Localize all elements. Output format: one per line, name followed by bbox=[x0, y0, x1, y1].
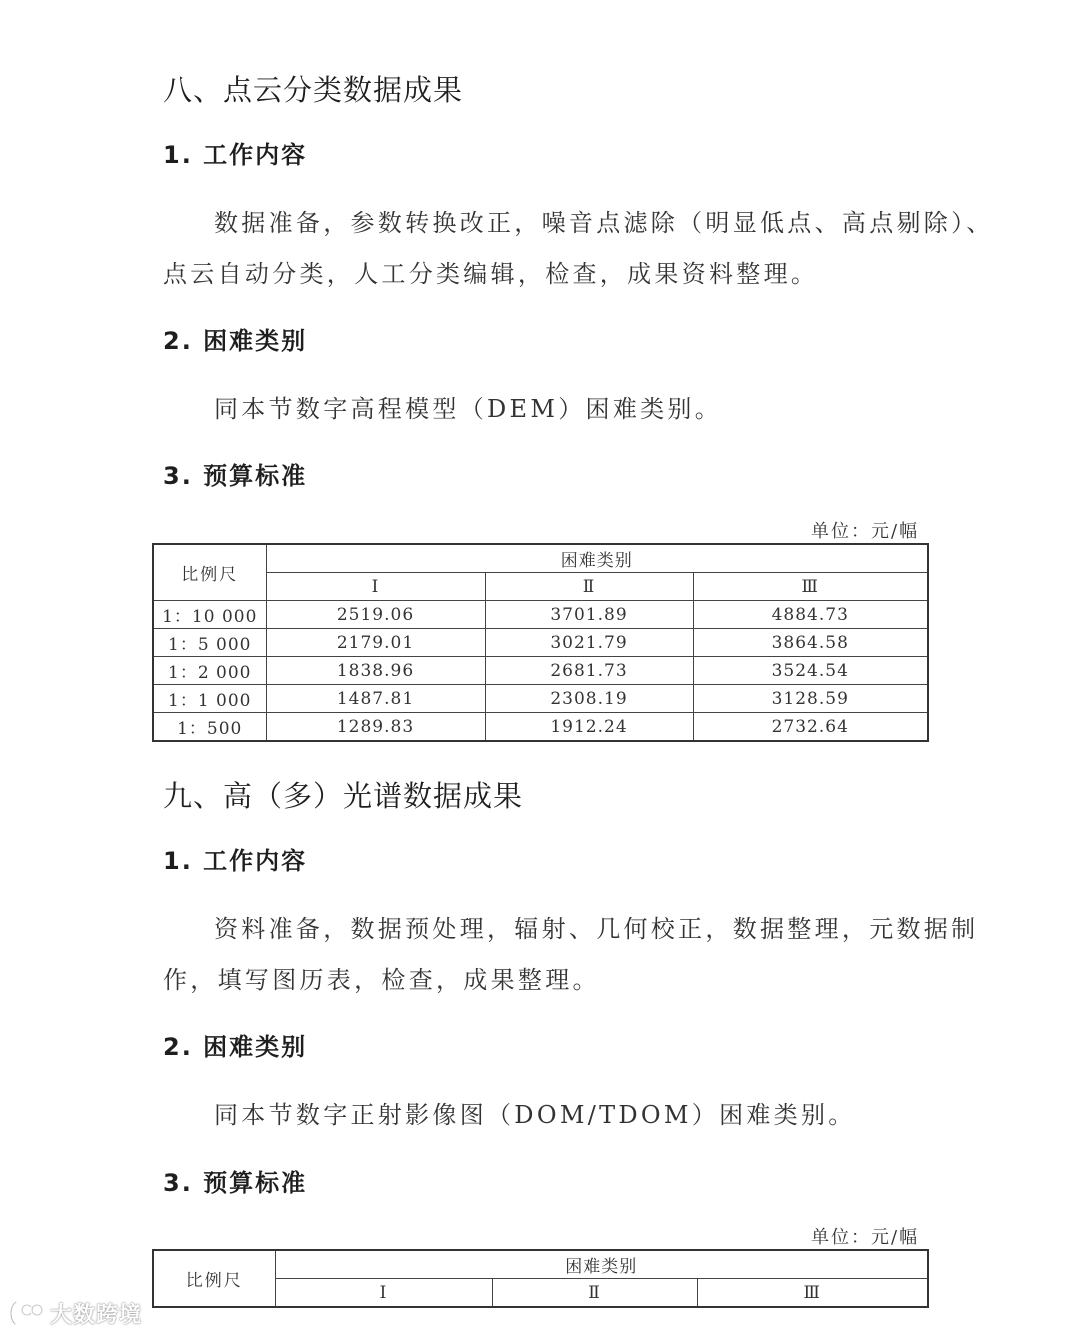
section9-work-content-heading: 1. 工作内容 bbox=[163, 847, 308, 875]
level-3-header: Ⅲ bbox=[697, 1279, 928, 1308]
scale-header-cell: 比例尺 bbox=[153, 544, 266, 601]
watermark-text: 大数跨境 bbox=[50, 1303, 143, 1328]
section8-content-line2: 点云自动分类，人工分类编辑，检查，成果资料整理。 bbox=[163, 260, 819, 288]
table-row bbox=[153, 657, 928, 685]
scale-cell: 1：10 000 bbox=[153, 601, 266, 629]
value-cell: 3021.79 bbox=[485, 629, 693, 657]
section8-title: 八、点云分类数据成果 bbox=[163, 73, 464, 107]
section8-content-line1: 数据准备，参数转换改正，噪音点滤除（明显低点、高点剔除）、 bbox=[214, 209, 994, 237]
section9-title: 九、高（多）光谱数据成果 bbox=[163, 779, 524, 813]
value-cell: 1912.24 bbox=[485, 713, 693, 742]
value-cell: 4884.73 bbox=[693, 601, 928, 629]
section9-content-line1: 资料准备，数据预处理，辐射、几何校正，数据整理，元数据制 bbox=[214, 915, 979, 943]
value-cell: 3701.89 bbox=[485, 601, 693, 629]
section9-budget-heading: 3. 预算标准 bbox=[163, 1169, 308, 1197]
section9-content-line2: 作，填写图历表，检查，成果整理。 bbox=[163, 966, 600, 994]
watermark-logo-icon bbox=[6, 1296, 46, 1332]
section8-unit-label: 单位：元/幅 bbox=[811, 521, 920, 542]
table-row bbox=[153, 601, 928, 629]
scale-cell: 1：1 000 bbox=[153, 685, 266, 713]
section8-difficulty-heading: 2. 困难类别 bbox=[163, 327, 308, 355]
scale-cell: 1：5 000 bbox=[153, 629, 266, 657]
section8-budget-heading: 3. 预算标准 bbox=[163, 462, 308, 490]
difficulty-header-cell: 困难类别 bbox=[275, 1250, 928, 1279]
section9-difficulty-text: 同本节数字正射影像图（DOM/TDOM）困难类别。 bbox=[214, 1101, 856, 1129]
section9-budget-table bbox=[152, 1249, 929, 1308]
value-cell: 1289.83 bbox=[266, 713, 485, 742]
value-cell: 3128.59 bbox=[693, 685, 928, 713]
value-cell: 2681.73 bbox=[485, 657, 693, 685]
table-row bbox=[153, 685, 928, 713]
level-2-header: Ⅱ bbox=[485, 573, 693, 601]
scale-header-cell: 比例尺 bbox=[153, 1250, 275, 1307]
value-cell: 2519.06 bbox=[266, 601, 485, 629]
level-1-header: Ⅰ bbox=[275, 1279, 492, 1308]
section8-budget-table bbox=[152, 543, 929, 742]
section8-difficulty-text: 同本节数字高程模型（DEM）困难类别。 bbox=[214, 395, 723, 423]
level-1-header: Ⅰ bbox=[266, 573, 485, 601]
value-cell: 3864.58 bbox=[693, 629, 928, 657]
section9-unit-label: 单位：元/幅 bbox=[811, 1227, 920, 1248]
value-cell: 3524.54 bbox=[693, 657, 928, 685]
value-cell: 2732.64 bbox=[693, 713, 928, 742]
scale-cell: 1：500 bbox=[153, 713, 266, 742]
table-row bbox=[153, 713, 928, 742]
difficulty-header-cell: 困难类别 bbox=[266, 544, 928, 573]
level-3-header: Ⅲ bbox=[693, 573, 928, 601]
value-cell: 2179.01 bbox=[266, 629, 485, 657]
value-cell: 2308.19 bbox=[485, 685, 693, 713]
value-cell: 1487.81 bbox=[266, 685, 485, 713]
scale-cell: 1：2 000 bbox=[153, 657, 266, 685]
section9-difficulty-heading: 2. 困难类别 bbox=[163, 1033, 308, 1061]
value-cell: 1838.96 bbox=[266, 657, 485, 685]
level-2-header: Ⅱ bbox=[492, 1279, 697, 1308]
section8-work-content-heading: 1. 工作内容 bbox=[163, 141, 308, 169]
table-row bbox=[153, 629, 928, 657]
